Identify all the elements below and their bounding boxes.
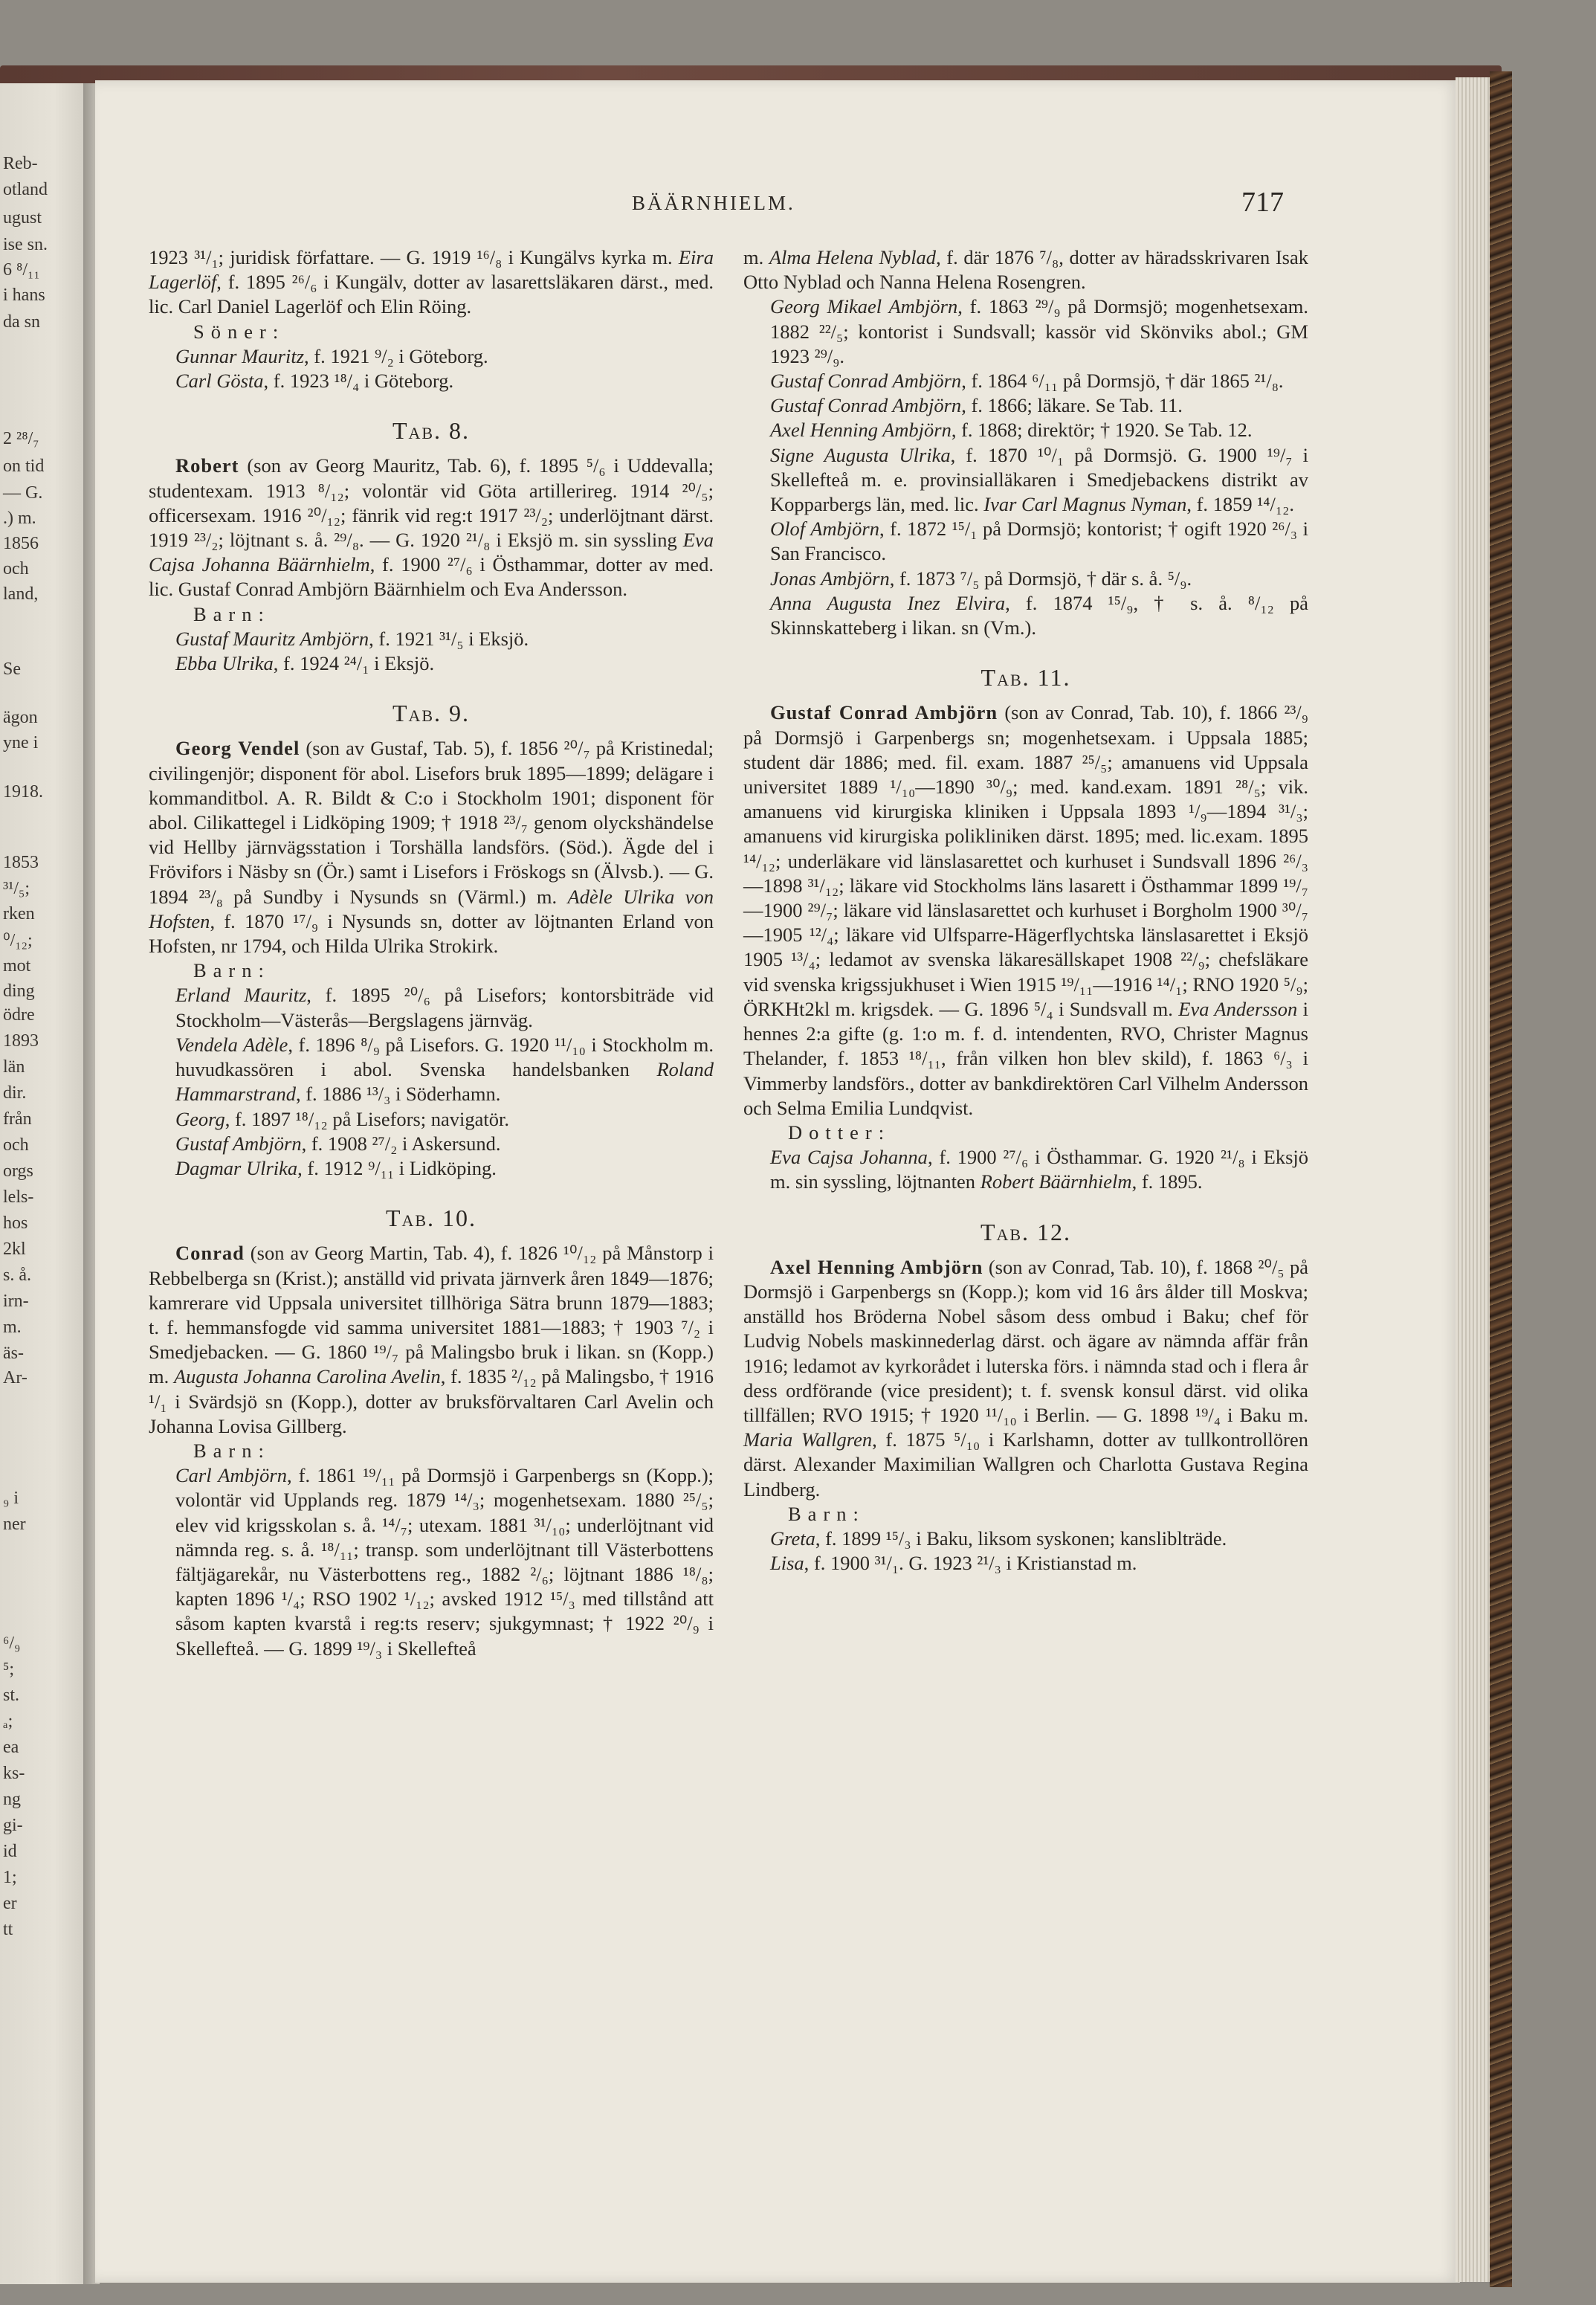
left-page-fragment: ugust [3,208,42,228]
left-page-fragment: 6 ⁸/₁₁ [3,260,40,280]
child-detail: , f. 1900 ²⁷/₆ i Östhammar. G. 1920 ²¹/₈ i Eksjö m. sin syssling, löjtnanten [770,1146,1309,1193]
left-page-fragment: och [3,1135,29,1155]
entry-spouse: Augusta Johanna Carolina Avelin [173,1365,441,1388]
intro-paragraph [149,245,714,320]
left-page-fragment: s. å. [3,1266,31,1285]
table-heading: Tab. 10. [385,1205,477,1232]
child-spouse: Ivar Carl Magnus Nyman [983,493,1187,516]
child-entry [743,393,1308,418]
left-page-fragment: er [3,1894,17,1913]
entry-body: (son av Georg Martin, Tab. 4), f. 1826 ¹⁰/₁₂ på Månstorp i Rebbelberga sn (Krist.); anställd vid privata järnverk åren 1849—1876; kamrerare vid Uppsala universitet tillhöriga Sätra brunn 1879—1883; t. f. hemmansfogde vid samma universitet 1881—1883; † 1903 ⁷/₂ i Smedjebacken. — G. 1860 ¹⁹/₇ på Malingsbo bruk i likan. sn (Kopp.) m. [149,1242,714,1388]
entry-name: Axel Henning Ambjörn [770,1255,983,1278]
left-page-fragment: Reb- [3,154,38,173]
entry-body-2: , f. 1875 ⁵/₁₀ i Karlshamn, dotter av tullkontrollören därst. Alexander Maximilian Wallgren och Charlotta Gustava Regina Lindberg. [743,1428,1308,1500]
page-edges [1456,77,1491,2282]
left-page-fragment: från [3,1109,32,1129]
entry-spouse: Maria Wallgren [743,1428,873,1451]
entry-spouse: Adèle Ulrika von Hofsten [149,885,714,932]
entry-paragraph [743,700,1308,1120]
entry-name: Georg Vendel [175,737,300,760]
child-detail: , f. 1872 ¹⁵/₁ på Dormsjö; kontorist; † ogift 1920 ²⁶/₃ i San Francisco. [770,518,1308,565]
child-name: Vendela Adèle [175,1033,288,1056]
child-spouse: Robert Bäärnhielm [980,1170,1132,1193]
child-entry [743,517,1308,566]
left-page-fragment: land, [3,584,39,604]
child-name: Gustaf Conrad Ambjörn [770,370,962,393]
left-page-fragment: 1; [3,1868,17,1887]
left-page-fragment: i hans [3,286,45,305]
entry-paragraph [149,736,714,958]
child-detail: , f. 1896 ⁸/₉ på Lisefors. G. 1920 ¹¹/₁₀ i Stockholm m. huvudkassören i abol. Svenska handelsbanken [175,1033,714,1081]
left-page-fragment: hos [3,1213,28,1233]
child-name: Olof Ambjörn [770,518,879,541]
child-detail: , f. 1868; direktör; † 1920. Se Tab. 12. [951,419,1253,442]
child-entry [149,1156,714,1181]
entry-paragraph [149,454,714,602]
child-entry [149,983,714,1032]
left-page-fragment: ³¹/₅; [3,879,30,898]
intro-text: 1923 ³¹/₁; juridisk författare. — G. 1919 ¹⁶/₈ i Kungälvs kyrka m. [149,246,679,268]
entry-body: (son av Conrad, Tab. 10), f. 1866 ²³/₉ på Dormsjö i Garpenbergs sn; mogenhetsexam. i Uppsala 1885; student där 1886; med. fil. exam. 1887 ²⁵/₅; amanuens vid Uppsala universitet 1889 ¹/₁₀—1890 ³⁰/₉; med. kand.exam. 1891 ²⁸/₅; vik. amanuens vid kirurgiska kliniken i Uppsala 1893 ¹/₉—1894 ³¹/₃; amanuens vid kirurgiska polikliniken därst. 1895; med. lic.exam. 1895 ¹⁴/₁₂; underläkare vid länslasarettet och kurhuset i Sundsvall 1896 ²⁶/₃—1898 ³¹/₁₂; läkare vid Stockholms läns lasarett i Östhammar 1899 ¹⁹/₇—1900 ²⁹/₇; läkare vid länslasarettet och kurhuset i Borgholm 1900 ³⁰/₇—1905 ¹²/₄; läkare vid Ulfsparre-Hägerflychtska länslasarettet i Eksjö 1905 ¹³/₄; ledamot av svenska läkaresällskapet 1908 ²²/₉; chefsläkare vid svenska krigssjukhuset i Wien 1915 ¹⁹/₁₁—1916 ¹⁴/₁; RNO 1920 ⁵/₉; ÖRKHt2kl m. krigsdek. — G. 1896 ⁵/₄ i Sundsvall m. [743,701,1308,1020]
child-name: Gustaf Mauritz Ambjörn [175,627,369,650]
left-page-fragment: .) m. [3,509,36,528]
continuation-paragraph [743,245,1308,294]
entry-name: Robert [175,454,239,477]
left-page-fragment: — G. [3,483,43,503]
child-entry [743,443,1308,518]
left-page-fragment: m. [3,1318,22,1337]
left-page-fragment: da sn [3,312,40,332]
child-entry [743,1527,1308,1551]
child-detail: , f. 1864 ⁶/₁₁ på Dormsjö, † där 1865 ²¹/₈. [961,370,1284,393]
entry-body-2: , f. 1835 ²/₁₂ på Malingsbo, † 1916 ¹/₁ i Svärdsjö sn (Kopp.), dotter av bruksförvaltaren Carl Avelin och Johanna Lovisa Gillberg. [149,1365,714,1437]
child-name: Signe Augusta Ulrika [770,443,951,466]
left-page-fragment: 1918. [3,782,43,802]
child-name: Eva Cajsa Johanna [770,1146,928,1169]
child-name: Carl Gösta [175,370,264,393]
left-page-fragment: 1856 [3,534,39,553]
child-entry [149,651,714,676]
entry-spouse: Eva Cajsa Johanna Bäärnhielm [149,529,714,576]
child-entry [743,1145,1308,1194]
child-detail: , f. 1900 ³¹/₁. G. 1923 ²¹/₃ i Kristianstad m. [804,1552,1137,1575]
entry-body: (son av Georg Mauritz, Tab. 6), f. 1895 ⁵/₆ i Uddevalla; studentexam. 1913 ⁸/₁₂; volontär vid Göta artillerireg. 1914 ²⁰/₅; officersexam. 1916 ²⁰/₁₂; fänrik vid reg:t 1917 ²³/₂; underlöjtnant därst. 1919 ²³/₂; löjtnant s. å. ²⁹/₈. — G. 1920 ²¹/₈ i Eksjö m. sin syssling [149,454,714,552]
children-label: Barn: [193,602,271,625]
page-number: 717 [1241,187,1284,218]
left-page-fragment: ₉ i [3,1489,19,1508]
child-detail: , f. 1908 ²⁷/₂ i Askersund. [301,1132,501,1155]
running-head [97,187,1461,222]
left-page-fragment: ₐ; [3,1712,13,1731]
table-heading: Tab. 12. [980,1218,1072,1245]
left-page-fragment: 2kl [3,1239,26,1259]
left-page-fragment: lels- [3,1187,34,1207]
left-page-fragment: och [3,559,29,578]
left-page-fragment: otland [3,180,48,199]
child-entry [149,369,714,393]
left-page-fragment: ⁰/₁₂; [3,931,33,950]
child-name: Dagmar Ulrika [175,1156,298,1179]
child-entry [149,344,714,369]
book-cover-edge [1490,71,1512,2287]
entry-name: Gustaf Conrad Ambjörn [770,701,998,724]
child-detail: , f. 1912 ⁹/₁₁ i Lidköping. [297,1156,497,1179]
entry-body-2: i hennes 2:a gifte (g. 1:o m. f. d. intendenten, RVO, Christer Magnus Thelander, f. 1853 ¹⁸/₁₁, från vilken hon blev skild), f. 1863 ⁶/₃ i Vimmerby landsförs., dotter av bankdirektören Carl Vilhelm Andersson och Selma Emilia Lundqvist. [743,997,1308,1119]
child-detail-2: , f. 1895. [1131,1170,1203,1193]
left-page-fragment: ding [3,981,35,1001]
child-entry [149,1033,714,1107]
left-page-fragment: ner [3,1515,26,1534]
child-spouse: Roland Hammarstrand [175,1058,714,1106]
left-page-fragment: mot [3,956,31,976]
child-detail: , f. 1897 ¹⁸/₁₂ på Lisefors; navigatör. [224,1107,510,1130]
child-name: Gustaf Conrad Ambjörn [770,394,962,417]
child-detail: , f. 1899 ¹⁵/₃ i Baku, liksom syskonen; kansliblträde. [815,1527,1227,1550]
left-page-fragment: Se [3,660,21,679]
left-page-edge [0,83,91,2284]
left-page-fragment: tt [3,1920,13,1939]
left-page-fragment: ägon [3,708,38,727]
child-name: Anna Augusta Inez Elvira [770,591,1006,614]
children-label: Barn: [788,1502,865,1525]
child-name: Gustaf Ambjörn [175,1132,302,1155]
left-page-fragment: 2 ²⁸/₇ [3,429,39,448]
child-detail-2: , f. 1859 ¹⁴/₁₂. [1186,493,1294,516]
child-detail-2: , f. 1886 ¹³/₃ i Söderhamn. [295,1083,501,1106]
entry-paragraph [149,1241,714,1439]
table-heading: Tab. 11. [980,664,1071,692]
left-page-fragment: ⁶/₉ [3,1634,21,1653]
child-detail: , f. 1870 ¹⁰/₁ på Dormsjö. G. 1900 ¹⁹/₇ i Skellefteå m. e. provinsialläkaren i Smedjebackens distrikt av Kopparbergs län, med. lic. [770,443,1308,516]
intro-text-2: , f. 1895 ²⁶/₆ i Kungälv, dotter av lasarettsläkaren därst., med. lic. Carl Daniel Lagerlöf och Elin Röing. [149,271,714,318]
children-label: Barn: [193,1439,271,1462]
child-detail: , f. 1874 ¹⁵/₉, † s. å. ⁸/₁₂ på Skinnskatteberg i likan. sn (Vm.). [770,591,1308,639]
child-name: Carl Ambjörn [175,1464,287,1487]
running-title: BÄÄRNHIELM. [632,192,795,214]
left-page-fragment: län [3,1057,25,1077]
child-name: Ebba Ulrika [175,652,274,675]
left-page-fragment: rken [3,904,35,923]
child-name: Greta [770,1527,815,1550]
left-page-fragment: on tid [3,457,45,476]
left-page-fragment: orgs [3,1161,33,1181]
child-detail: , f. 1866; läkare. Se Tab. 11. [961,394,1183,417]
entry-spouse: Eva Andersson [1178,997,1298,1020]
child-detail: , f. 1895 ²⁰/₆ på Lisefors; kontorsbiträde vid Stockholm—Västerås—Bergslagens järnväg. [175,984,714,1031]
child-entry [149,1132,714,1156]
child-name: Gunnar Mauritz [175,344,305,367]
left-page-fragment: ng [3,1790,21,1809]
left-page-fragment: st. [3,1686,20,1705]
child-name: Georg [175,1107,225,1130]
left-page-fragment: dir. [3,1083,27,1103]
child-entry [743,1551,1308,1576]
intro-spouse: Eira Lagerlöf [149,246,714,294]
left-page-fragment: yne i [3,733,39,752]
child-detail: , f. 1921 ⁹/₂ i Göteborg. [304,344,488,367]
child-entry [743,567,1308,591]
child-detail: , f. 1861 ¹⁹/₁₁ på Dormsjö i Garpenbergs sn (Kopp.); volontär vid Upplands reg. 1879 ¹⁴/₃; mogenhetsexam. 1880 ²⁵/₅; elev vid krigsskolan s. å. ¹⁴/₇; utexam. 1881 ³¹/₁₀; underlöjtnant vid nämnda reg. s. å. ¹⁸/₁₁; transp. som underlöjtnant till Västerbottens fältjägarekår, nu Västerbottens reg., 1882 ²/₆; löjtnant 1886 ¹⁸/₈; kapten 1896 ¹/₄; RSO 1902 ¹/₁₂; avsked 1912 ¹⁵/₃ med tillstånd att såsom kapten kvarstå i reg:ts reserv; sjukgymnast; † 1922 ²⁰/₉ i Skellefteå. — G. 1899 ¹⁹/₃ i Skellefteå [175,1464,714,1660]
child-detail: , f. 1924 ²⁴/₁ i Eksjö. [273,652,435,675]
continuation-text-2: , f. där 1876 ⁷/₈, dotter av häradsskrivaren Isak Otto Nyblad och Nanna Helena Rosengren. [743,246,1308,294]
children-label: Barn: [193,959,271,982]
entry-paragraph [743,1255,1308,1502]
right-column [743,245,1308,1576]
child-entry [743,294,1308,369]
left-page-fragment: ks- [3,1764,25,1783]
children-label: Dotter: [788,1121,891,1144]
child-detail: , f. 1863 ²⁹/₉ på Dormsjö; mogenhetsexam. 1882 ²²/₅; kontorist i Sundsvall; kassör vid Skönviks abol.; GM 1923 ²⁹/₉. [770,295,1308,367]
child-name: Georg Mikael Ambjörn [770,295,958,318]
left-page-fragment: irn- [3,1292,29,1311]
entry-name: Conrad [175,1242,245,1265]
left-page-fragment: id [3,1842,17,1861]
left-page-fragment: ise sn. [3,235,48,254]
left-page-fragment: ⁵; [3,1660,15,1679]
continuation-text: m. [743,246,769,268]
table-heading: Tab. 9. [392,700,471,727]
child-detail: , f. 1921 ³¹/₅ i Eksjö. [369,627,529,650]
left-page-fragment: 1853 [3,853,39,872]
table-heading: Tab. 8. [392,417,471,445]
child-entry [149,1107,714,1132]
child-entry [149,1463,714,1661]
entry-body: (son av Gustaf, Tab. 5), f. 1856 ²⁰/₇ på Kristinedal; civilingenjör; disponent för abol. Lisefors bruk 1895—1899; delägare i kommanditbol. A. R. Bildt & C:o i Stockholm 1901; disponent för abol. Cilikattegel i Lidköping 1909; † 1918 ²³/₇ genom olyckshändelse vid Hellby järnvägsstation i Torshälla landsförs. (Söd.). Ägde del i Frövifors i Näsby sn (Ör.) samt i Lisefors i Fröskogs sn (Älvsb.). — G. 1894 ²³/₈ på Sundby i Nysunds sn (Värml.) m. [149,737,714,908]
left-page-fragment: äs- [3,1344,24,1363]
left-page-fragment: Ar- [3,1368,28,1387]
child-detail: , f. 1923 ¹⁸/₄ i Göteborg. [263,370,454,393]
entry-body: (son av Conrad, Tab. 10), f. 1868 ²⁰/₅ på Dormsjö i Garpenbergs sn (Kopp.); kom vid 16 års ålder till Moskva; anställd hos Bröderna Nobel såsom dess ombud i Baku; chef för Ludvig Nobels maskinnederlag därst. och ägare av nämnda affär från 1916; ledamot av kyrkorådet i luterska förs. i nämnda stad och i flera år dess ordförande (vice president); t. f. svensk konsul därst. vid olika tillfällen; RVO 1915; † 1920 ¹¹/₁₀ i Berlin. — G. 1898 ¹⁹/₄ i Baku m. [743,1255,1308,1426]
left-page-fragment: ea [3,1738,19,1757]
child-entry [743,591,1308,640]
left-column [149,245,714,1661]
child-name: Lisa [770,1552,804,1575]
left-page-fragment: 1893 [3,1031,39,1051]
entry-body-2: , f. 1870 ¹⁷/₉ i Nysunds sn, dotter av löjtnanten Erland von Hofsten, nr 1794, och Hilda Ulrika Strokirk. [149,909,714,958]
intro-label: Söner: [193,320,285,343]
child-name: Axel Henning Ambjörn [770,419,952,442]
left-page-fragment: gi- [3,1816,23,1835]
left-page-fragment: ödre [3,1005,35,1025]
child-entry [149,627,714,651]
child-entry [743,369,1308,393]
child-detail: , f. 1873 ⁷/₅ på Dormsjö, † där s. å. ⁵/₉. [889,567,1192,590]
continuation-spouse: Alma Helena Nyblad [769,246,937,268]
entry-body-2: , f. 1900 ²⁷/₆ i Östhammar, dotter av med. lic. Gustaf Conrad Ambjörn Bäärnhielm och Eva Andersson. [149,553,714,601]
child-name: Jonas Ambjörn [770,567,890,590]
child-name: Erland Mauritz [175,984,307,1007]
child-entry [743,418,1308,442]
